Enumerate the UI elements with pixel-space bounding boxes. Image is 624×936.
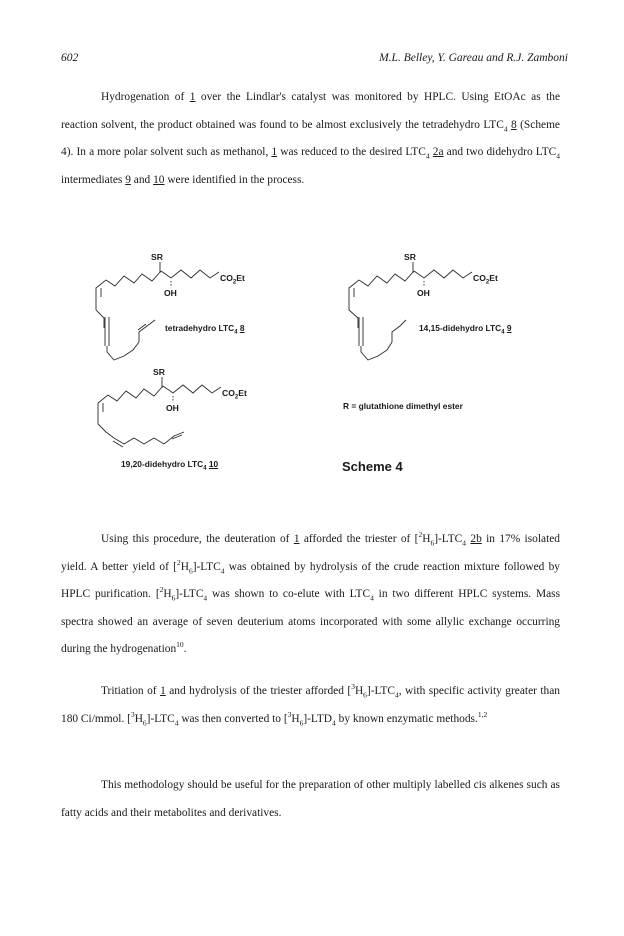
co2et-label-compound-10: $CO_2Et$ — [222, 388, 247, 401]
co2et-label-compound-8: $CO_2Et$ — [220, 273, 245, 286]
oh-label-compound-9: OH — [417, 288, 430, 298]
co2et-label-compound-9: $CO_2Et$ — [473, 273, 498, 286]
paragraph-conclusion: This methodology should be useful for the preparation of other multiply labelled cis alkenes such as fatty acids and their metabolites and derivatives. — [61, 779, 560, 819]
compound-8-name: tetradehydro $LTC_4$ 8 — [165, 323, 245, 336]
paragraph-deuteration: Using this procedure, the deuteration of 1 afforded the triester of $[^2H_6]-LTC_4$ 2b in 17% isolated yield. A better yield of $[^2H_6]-LTC_4$ was obtained by hydrolysis of the crude reaction mixture followed by HPLC purification. $[^2H_6]-LTC_4$ was shown to co-elute with $LTC_4$ in two different HPLC systems. Mass spectra showed an average of seven deuterium atoms incorporated with some allylic exchange occurring during the hydrogenation$^{10}$. — [61, 530, 561, 656]
sr-label-compound-9: SR — [404, 252, 416, 262]
compound-ref-2b: 2b — [470, 533, 482, 545]
paragraph-hydrogenation: Hydrogenation of 1 over the Lindlar's catalyst was monitored by HPLC. Using EtOAc as the reaction solvent, the product obtained was found to be almost exclusively the tetradehydro $LTC_4$ 8 (Scheme 4). In a more polar solvent such as methanol, 1 was reduced to the desired $LTC_4$ 2a and two didehydro $LTC_4$ intermediates 9 and 10 were identified in the process. — [61, 91, 561, 186]
structure-compound-9 — [349, 262, 472, 360]
page-number: 602 — [61, 52, 79, 64]
paragraph-tritiation: Tritiation of 1 and hydrolysis of the triester afforded $[^3H_6]-LTC_4$, with specific activity greater than 180 Ci/mmol. $[^3H_6]-LTC_4$ was then converted to $[^3H_6]-LTD_4$ by known enzymatic methods.$^{1,2}$ — [61, 682, 560, 727]
compound-ref-10: 10 — [153, 173, 165, 186]
compound-ref-1: 1 — [160, 685, 166, 697]
r-group-definition: R = glutathione dimethyl ester — [343, 401, 463, 411]
compound-9-name: 14,15-didehydro $LTC_4$ 9 — [419, 323, 512, 336]
compound-ref-1: 1 — [271, 146, 278, 159]
sr-label-compound-10: SR — [153, 367, 165, 377]
structure-compound-8 — [96, 262, 219, 360]
oh-label-compound-10: OH — [166, 403, 179, 413]
compound-ref-9: 9 — [125, 173, 131, 186]
compound-10-name: 19,20-didehydro $LTC_4$ 10 — [121, 459, 219, 472]
oh-label-compound-8: OH — [164, 288, 177, 298]
sr-label-compound-8: SR — [151, 252, 163, 262]
compound-ref-2a: 2a — [432, 146, 444, 159]
compound-ref-1: 1 — [293, 533, 300, 545]
structure-compound-10 — [98, 377, 221, 447]
scheme-title: Scheme 4 — [342, 459, 403, 474]
running-header-authors: M.L. Belley, Y. Gareau and R.J. Zamboni — [379, 52, 568, 64]
compound-ref-8: 8 — [511, 118, 517, 131]
compound-ref-1: 1 — [189, 91, 196, 103]
